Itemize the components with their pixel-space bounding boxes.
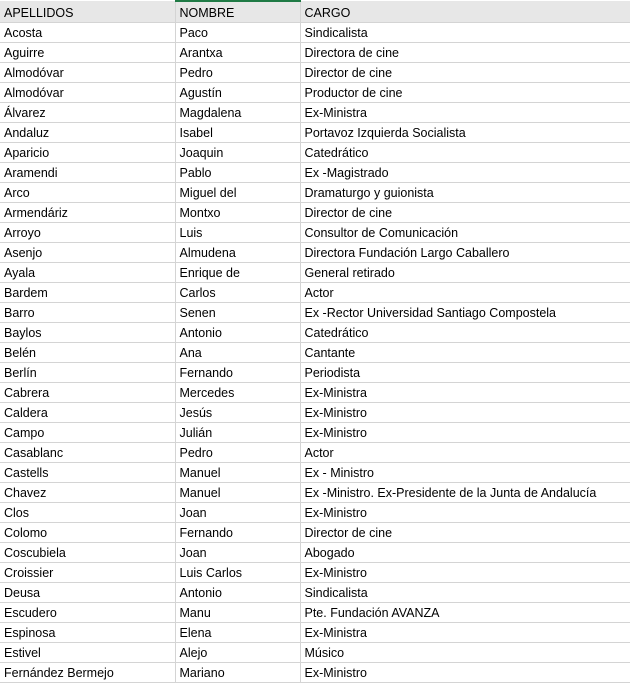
cell-apellidos[interactable]: Álvarez bbox=[0, 103, 175, 123]
cell-cargo[interactable]: Actor bbox=[300, 443, 630, 463]
cell-nombre[interactable]: Mariano bbox=[175, 663, 300, 683]
cell-apellidos[interactable]: Aramendi bbox=[0, 163, 175, 183]
cell-apellidos[interactable]: Bardem bbox=[0, 283, 175, 303]
table-row bbox=[0, 463, 630, 483]
cell-apellidos[interactable]: Fernández Bermejo bbox=[0, 663, 175, 683]
cell-nombre[interactable]: Magdalena bbox=[175, 103, 300, 123]
cell-apellidos[interactable]: Barro bbox=[0, 303, 175, 323]
table-row bbox=[0, 203, 630, 223]
cell-nombre[interactable]: Manuel bbox=[175, 463, 300, 483]
cell-apellidos[interactable]: Aparicio bbox=[0, 143, 175, 163]
table-row bbox=[0, 583, 630, 603]
cell-cargo[interactable]: Ex-Ministra bbox=[300, 383, 630, 403]
table-row bbox=[0, 263, 630, 283]
cell-cargo[interactable]: Cantante bbox=[300, 343, 630, 363]
cell-apellidos[interactable]: Arco bbox=[0, 183, 175, 203]
cell-cargo[interactable]: Directora Fundación Largo Caballero bbox=[300, 243, 630, 263]
cell-nombre[interactable]: Ana bbox=[175, 343, 300, 363]
cell-cargo[interactable]: Portavoz Izquierda Socialista bbox=[300, 123, 630, 143]
table-row bbox=[0, 503, 630, 523]
cell-nombre[interactable]: Joan bbox=[175, 503, 300, 523]
cell-cargo[interactable]: Abogado bbox=[300, 543, 630, 563]
cell-apellidos[interactable]: Andaluz bbox=[0, 123, 175, 143]
header-row-group bbox=[0, 1, 630, 23]
table-body bbox=[0, 23, 630, 683]
table-row bbox=[0, 323, 630, 343]
cell-nombre[interactable]: Isabel bbox=[175, 123, 300, 143]
cell-apellidos[interactable]: Castells bbox=[0, 463, 175, 483]
cell-nombre[interactable]: Joan bbox=[175, 543, 300, 563]
cell-nombre[interactable]: Montxo bbox=[175, 203, 300, 223]
cell-nombre[interactable]: Agustín bbox=[175, 83, 300, 103]
cell-cargo[interactable]: Ex-Ministra bbox=[300, 623, 630, 643]
table-row bbox=[0, 643, 630, 663]
cell-cargo[interactable]: Ex-Ministra bbox=[300, 103, 630, 123]
table-row bbox=[0, 43, 630, 63]
cell-apellidos[interactable]: Ayala bbox=[0, 263, 175, 283]
cell-cargo[interactable]: Pte. Fundación AVANZA bbox=[300, 603, 630, 623]
cell-nombre[interactable]: Pablo bbox=[175, 163, 300, 183]
cell-cargo[interactable]: Directora de cine bbox=[300, 43, 630, 63]
table-row bbox=[0, 303, 630, 323]
cell-cargo[interactable]: Catedrático bbox=[300, 143, 630, 163]
cell-cargo[interactable]: Director de cine bbox=[300, 203, 630, 223]
cell-nombre[interactable]: Fernando bbox=[175, 523, 300, 543]
cell-nombre[interactable]: Pedro bbox=[175, 443, 300, 463]
table-row bbox=[0, 63, 630, 83]
cell-apellidos[interactable]: Belén bbox=[0, 343, 175, 363]
cell-cargo[interactable]: Ex-Ministro bbox=[300, 563, 630, 583]
cell-apellidos[interactable]: Espinosa bbox=[0, 623, 175, 643]
cell-cargo[interactable]: Director de cine bbox=[300, 523, 630, 543]
cell-apellidos[interactable]: Coscubiela bbox=[0, 543, 175, 563]
cell-apellidos[interactable]: Clos bbox=[0, 503, 175, 523]
header-cell-nombre[interactable]: NOMBRE bbox=[175, 1, 300, 23]
cell-nombre[interactable]: Senen bbox=[175, 303, 300, 323]
cell-apellidos[interactable]: Armendáriz bbox=[0, 203, 175, 223]
cell-nombre[interactable]: Almudena bbox=[175, 243, 300, 263]
cell-nombre[interactable]: Fernando bbox=[175, 363, 300, 383]
cell-nombre[interactable]: Joaquin bbox=[175, 143, 300, 163]
cell-cargo[interactable]: Actor bbox=[300, 283, 630, 303]
cell-cargo[interactable]: Sindicalista bbox=[300, 23, 630, 43]
cell-nombre[interactable]: Antonio bbox=[175, 583, 300, 603]
cell-cargo[interactable]: Dramaturgo y guionista bbox=[300, 183, 630, 203]
table-row bbox=[0, 483, 630, 503]
cell-nombre[interactable]: Carlos bbox=[175, 283, 300, 303]
cell-apellidos[interactable]: Aguirre bbox=[0, 43, 175, 63]
cell-cargo[interactable]: Ex-Ministro bbox=[300, 503, 630, 523]
cell-cargo[interactable]: Ex -Ministro. Ex-Presidente de la Junta de Andalucía bbox=[300, 483, 630, 503]
cell-apellidos[interactable]: Campo bbox=[0, 423, 175, 443]
table-row bbox=[0, 343, 630, 363]
table-row bbox=[0, 523, 630, 543]
cell-nombre[interactable]: Luis Carlos bbox=[175, 563, 300, 583]
cell-nombre[interactable]: Enrique de bbox=[175, 263, 300, 283]
cell-nombre[interactable]: Jesús bbox=[175, 403, 300, 423]
table-row bbox=[0, 183, 630, 203]
cell-cargo[interactable]: Ex-Ministro bbox=[300, 403, 630, 423]
table-row bbox=[0, 663, 630, 683]
cell-apellidos[interactable]: Deusa bbox=[0, 583, 175, 603]
cell-apellidos[interactable]: Chavez bbox=[0, 483, 175, 503]
cell-cargo[interactable]: Catedrático bbox=[300, 323, 630, 343]
cell-cargo[interactable]: Ex-Ministro bbox=[300, 663, 630, 683]
table-row bbox=[0, 563, 630, 583]
cell-apellidos[interactable]: Caldera bbox=[0, 403, 175, 423]
header-cell-apellidos[interactable]: APELLIDOS bbox=[0, 1, 175, 23]
table-row bbox=[0, 163, 630, 183]
cell-apellidos[interactable]: Almodóvar bbox=[0, 83, 175, 103]
cell-nombre[interactable]: Antonio bbox=[175, 323, 300, 343]
cell-cargo[interactable]: Ex -Magistrado bbox=[300, 163, 630, 183]
table-row bbox=[0, 243, 630, 263]
table-row bbox=[0, 23, 630, 43]
cell-apellidos[interactable]: Acosta bbox=[0, 23, 175, 43]
cell-nombre[interactable]: Pedro bbox=[175, 63, 300, 83]
cell-cargo[interactable]: Sindicalista bbox=[300, 583, 630, 603]
cell-nombre[interactable]: Elena bbox=[175, 623, 300, 643]
cell-nombre[interactable]: Julián bbox=[175, 423, 300, 443]
cell-apellidos[interactable]: Cabrera bbox=[0, 383, 175, 403]
cell-apellidos[interactable]: Escudero bbox=[0, 603, 175, 623]
table-row bbox=[0, 143, 630, 163]
table-row bbox=[0, 223, 630, 243]
cell-nombre[interactable]: Paco bbox=[175, 23, 300, 43]
cell-cargo[interactable]: Periodista bbox=[300, 363, 630, 383]
header-row bbox=[0, 1, 630, 23]
table-row bbox=[0, 543, 630, 563]
cell-apellidos[interactable]: Estivel bbox=[0, 643, 175, 663]
cell-nombre[interactable]: Arantxa bbox=[175, 43, 300, 63]
cell-cargo[interactable]: Ex-Ministro bbox=[300, 423, 630, 443]
table-row bbox=[0, 403, 630, 423]
table-row bbox=[0, 383, 630, 403]
cell-cargo[interactable]: Productor de cine bbox=[300, 83, 630, 103]
table-row bbox=[0, 623, 630, 643]
cell-nombre[interactable]: Luis bbox=[175, 223, 300, 243]
cell-apellidos[interactable]: Arroyo bbox=[0, 223, 175, 243]
cell-cargo[interactable]: General retirado bbox=[300, 263, 630, 283]
table-row bbox=[0, 103, 630, 123]
cell-cargo[interactable]: Ex -Rector Universidad Santiago Compostela bbox=[300, 303, 630, 323]
table-row bbox=[0, 83, 630, 103]
cell-cargo[interactable]: Director de cine bbox=[300, 63, 630, 83]
table-row bbox=[0, 603, 630, 623]
table-row bbox=[0, 123, 630, 143]
cell-nombre[interactable]: Miguel del bbox=[175, 183, 300, 203]
table-row bbox=[0, 363, 630, 383]
cell-apellidos[interactable]: Berlín bbox=[0, 363, 175, 383]
cell-cargo[interactable]: Músico bbox=[300, 643, 630, 663]
cell-apellidos[interactable]: Asenjo bbox=[0, 243, 175, 263]
cell-nombre[interactable]: Mercedes bbox=[175, 383, 300, 403]
cell-cargo[interactable]: Ex - Ministro bbox=[300, 463, 630, 483]
cell-nombre[interactable]: Manuel bbox=[175, 483, 300, 503]
table-row bbox=[0, 423, 630, 443]
table-row bbox=[0, 443, 630, 463]
cell-apellidos[interactable]: Croissier bbox=[0, 563, 175, 583]
cell-apellidos[interactable]: Baylos bbox=[0, 323, 175, 343]
cell-apellidos[interactable]: Colomo bbox=[0, 523, 175, 543]
table-row bbox=[0, 283, 630, 303]
cell-nombre[interactable]: Alejo bbox=[175, 643, 300, 663]
header-cell-cargo[interactable]: CARGO bbox=[300, 1, 630, 23]
cell-cargo[interactable]: Consultor de Comunicación bbox=[300, 223, 630, 243]
cell-apellidos[interactable]: Almodóvar bbox=[0, 63, 175, 83]
cell-nombre[interactable]: Manu bbox=[175, 603, 300, 623]
cell-apellidos[interactable]: Casablanc bbox=[0, 443, 175, 463]
